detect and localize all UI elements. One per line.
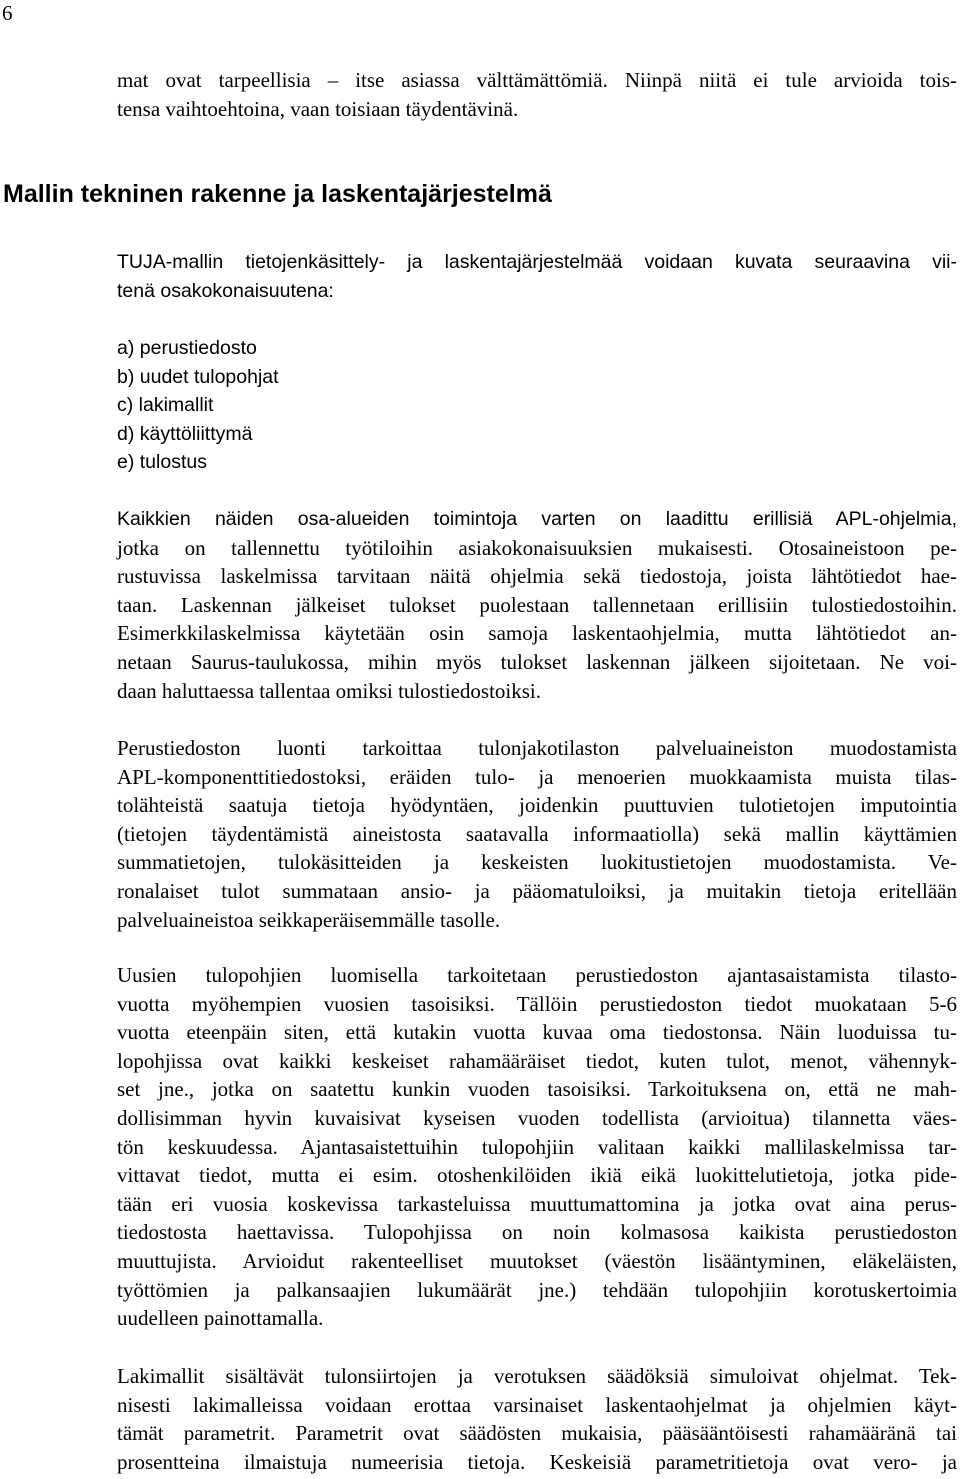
text-line: netaan Saurus-taulukossa, mihin myös tulokset laskennan jälkeen sijoitetaan. Ne voi- bbox=[117, 649, 957, 674]
text-line: Lakimallit sisältävät tulonsiirtojen ja verotuksen säädöksiä simuloivat ohjelmat. Tek- bbox=[117, 1364, 957, 1388]
text-line: vuotta eteenpäin siten, että kutakin vuotta kuvaa oma tiedostonsa. Näin luoduissa tu- bbox=[117, 1020, 957, 1045]
text-line: set jne., jotka on saatettu kunkin vuoden tasoisiksi. Tarkoituksena on, että ne mah- bbox=[117, 1077, 957, 1102]
apl-programs-paragraph bbox=[117, 505, 957, 705]
text-line: prosentteina ilmaistuja numeerisia tietoja. Keskeisiä parametritietoja ovat vero- ja bbox=[117, 1449, 957, 1474]
text-line: rustuvissa laskelmissa tarvitaan näitä ohjelmia sekä tiedostoja, joista lähtötiedot hae- bbox=[117, 564, 957, 589]
base-file-paragraph bbox=[117, 734, 957, 934]
text-line: TUJA-mallin tietojenkäsittely- ja laskentajärjestelmää voidaan kuvata seuraavina vii- bbox=[117, 251, 957, 273]
law-models-paragraph bbox=[117, 1362, 957, 1476]
text-line: tiedostosta haettavissa. Tulopohjissa on noin kolmasosa kaikista perustiedoston bbox=[117, 1220, 957, 1245]
intro-sans-paragraph bbox=[117, 248, 957, 305]
intro-paragraph bbox=[117, 66, 957, 123]
text-line: (tietojen täydentämistä aineistosta saatavalla informaatiolla) sekä mallin käyttämien bbox=[117, 821, 957, 846]
text-line: vuotta myöhempien vuosien tasoisiksi. Tällöin perustiedoston tiedot muokataan 5-6 bbox=[117, 991, 957, 1016]
text-line: jotka on tallennettu työtiloihin asiakokonaisuuksien mukaisesti. Otosaineistoon pe- bbox=[117, 535, 957, 560]
list-item: b) uudet tulopohjat bbox=[117, 365, 279, 388]
text-line: muuttujista. Arvioidut rakenteelliset muutokset (väestön lisääntyminen, eläkeläisten, bbox=[117, 1248, 957, 1273]
list-item: e) tulostus bbox=[117, 451, 207, 474]
page-number: 6 bbox=[2, 1, 13, 25]
text-line: nisesti lakimalleissa voidaan erottaa varsinaiset laskentaohjelmat ja ohjelmien käyt- bbox=[117, 1392, 957, 1417]
text-line: taan. Laskennan jälkeiset tulokset puolestaan tallennetaan erillisiin tulostiedostoihin. bbox=[117, 592, 957, 617]
text-line: summatietojen, tulokäsitteiden ja keskeisten luokitustietojen muodostamista. Ve- bbox=[117, 850, 957, 875]
list-item: a) perustiedosto bbox=[117, 337, 257, 359]
text-line: APL-komponenttitiedostoksi, eräiden tulo- ja menoerien muokkaamista muista tilas- bbox=[117, 764, 957, 789]
text-line: tensa vaihtoehtoina, vaan toisiaan täydentävinä. bbox=[117, 96, 519, 121]
list-item: d) käyttöliittymä bbox=[117, 422, 253, 445]
text-line: tenä osakokonaisuutena: bbox=[117, 279, 334, 302]
text-line: mat ovat tarpeellisia – itse asiassa välttämättömiä. Niinpä niitä ei tule arvioida tois- bbox=[117, 68, 957, 92]
text-line: palveluaineistoa seikkaperäisemmälle tasolle. bbox=[117, 907, 501, 932]
text-line: Uusien tulopohjien luomisella tarkoitetaan perustiedoston ajantasaistamista tilasto- bbox=[117, 963, 957, 987]
text-line: daan haluttaessa tallentaa omiksi tulostiedostoiksi. bbox=[117, 678, 541, 703]
text-line: työttömien ja palkansaajien lukumäärät jne.) tehdään tulopohjiin korotuskertoimia bbox=[117, 1277, 957, 1302]
list-item: c) lakimallit bbox=[117, 394, 214, 417]
text-line: Perustiedoston luonti tarkoittaa tulonjakotilaston palveluaineiston muodostamista bbox=[117, 736, 957, 760]
text-line: lopohjissa ovat kaikki keskeiset rahamääräiset tiedot, kuten tulot, menot, vähennyk- bbox=[117, 1048, 957, 1073]
text-line: tolähteistä saatuja tietoja hyödyntäen, joidenkin puuttuvien tulotietojen imputointia bbox=[117, 793, 957, 818]
text-line: tään eri vuosia koskevissa tarkasteluissa muuttumattomina ja jotka ovat aina perus- bbox=[117, 1191, 957, 1216]
text-line: Kaikkien näiden osa-alueiden toimintoja varten on laadittu erillisiä APL-ohjelmia, bbox=[117, 508, 957, 530]
text-line: uudelleen painottamalla. bbox=[117, 1306, 324, 1331]
text-line: Esimerkkilaskelmissa käytetään osin samoja laskentaohjelmia, mutta lähtötiedot an- bbox=[117, 621, 957, 646]
text-line: tön keskuudessa. Ajantasaistettuihin tulopohjiin valitaan kaikki mallilaskelmissa tar- bbox=[117, 1134, 957, 1159]
text-line: vittavat tiedot, mutta ei esim. otoshenkilöiden ikiä eikä luokittelutietoja, jotka pide- bbox=[117, 1163, 957, 1188]
text-line: ronalaiset tulot summataan ansio- ja pääomatuloiksi, ja muitakin tietoja eritellään bbox=[117, 878, 957, 903]
text-line: tämät parametrit. Parametrit ovat säädösten mukaisia, pääsääntöisesti rahamääränä tai bbox=[117, 1421, 957, 1446]
section-heading: Mallin tekninen rakenne ja laskentajärjestelmä bbox=[3, 180, 552, 208]
component-list bbox=[117, 334, 957, 477]
income-bases-paragraph bbox=[117, 961, 957, 1333]
text-line: dollisimman hyvin kuvaisivat kyseisen vuoden todellista (arvioitua) tilannetta väes- bbox=[117, 1105, 957, 1130]
